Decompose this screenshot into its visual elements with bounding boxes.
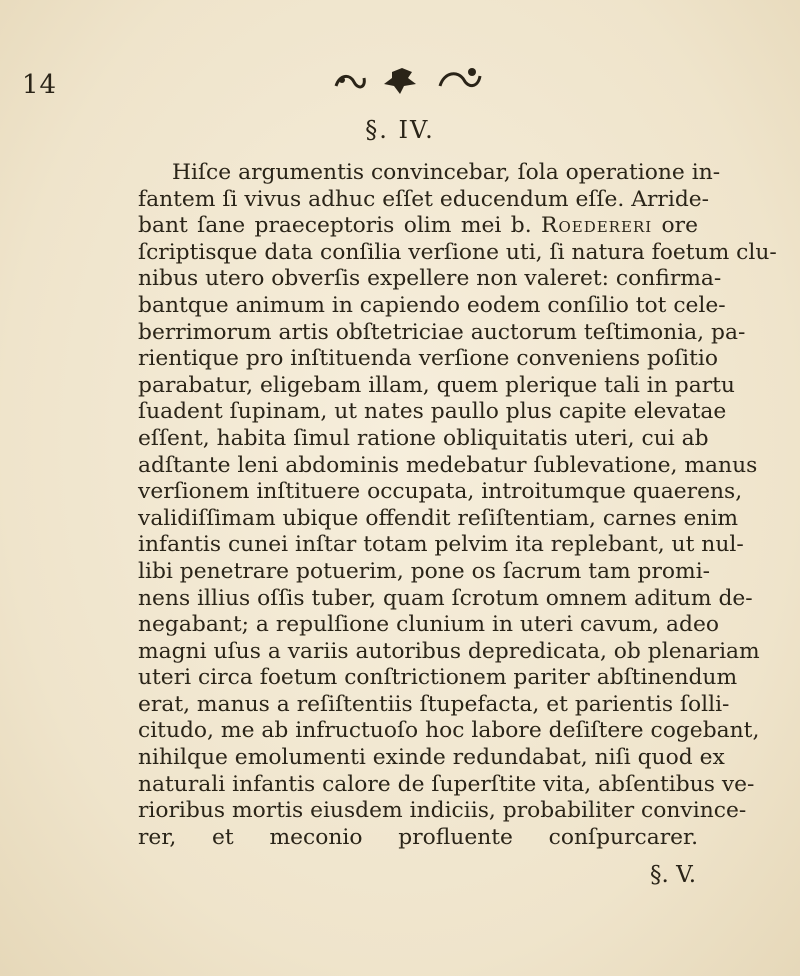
text-line: naturali infantis calore de ſuperſtite vita, abſentibus ve- [138, 771, 755, 797]
text-line: citudo, me ab infructuoſo hoc labore deſiſtere cogebant, [138, 718, 760, 744]
text-line: nihilque emolumenti exinde redundabat, niſi quod ex [138, 745, 725, 771]
text-line [138, 213, 698, 240]
text-line: erat, manus a reſiſtentiis ſtupefacta, et parientis ſolli- [138, 691, 730, 717]
section-heading: §. IV. [365, 116, 435, 144]
text-line: adſtante leni abdominis medebatur ſublevatione, manus [138, 452, 758, 478]
text-line: bantque animum in capiendo eodem conſilio tot cele- [138, 292, 726, 318]
text-line: magni uſus a variis autoribus depredicata, ob plenariam [138, 638, 760, 664]
text-line: nibus utero obverſis expellere non valeret: confirma- [138, 266, 722, 292]
text-line: rientique pro inſtituenda verſione conveniens poſitio [138, 346, 718, 372]
text-line: nens illius oſſis tuber, quam ſcrotum omnem aditum de- [138, 585, 753, 611]
printers-ornament-icon [330, 64, 490, 100]
text-line: fantem ſi vivus adhuc eſſet educendum eſſe. Arride- [138, 186, 710, 212]
text-line: Hiſce argumentis convincebar, ſola operatione in- [172, 160, 721, 185]
text-fragment: bant ſane praeceptoris olim mei b. [138, 213, 542, 239]
body-paragraph [138, 160, 777, 851]
text-line: verſionem inſtituere occupata, introitumque quaerens, [138, 479, 743, 505]
text-line: infantis cunei inſtar totam pelvim ita replebant, ut nul- [138, 532, 744, 558]
author-name: Roedereri [541, 213, 653, 239]
text-line: libi penetrare potuerim, pone os ſacrum tam promi- [138, 558, 711, 584]
text-line: rer, et meconio profluente conſpurcarer. [138, 824, 698, 850]
text-line: parabatur, eligebam illam, quem plerique tali in partu [138, 372, 735, 398]
text-fragment: ore [652, 213, 698, 239]
text-line: negabant; a repulſione clunium in uteri cavum, adeo [138, 612, 720, 638]
page-number: 14 [22, 70, 58, 100]
text-line: uteri circa foetum conſtrictionem pariter abſtinendum [138, 665, 738, 691]
text-line: validiſſimam ubique offendit reſiſtentiam, carnes enim [138, 505, 739, 531]
text-line: rioribus mortis eiusdem indiciis, probabiliter convince- [138, 798, 747, 824]
text-line: berrimorum artis obſtetriciae auctorum teſtimonia, pa- [138, 319, 746, 345]
text-line: ſcriptisque data conſilia verſione uti, ſi natura foetum clu- [138, 239, 777, 265]
text-line: eſſent, habita ſimul ratione obliquitatis uteri, cui ab [138, 425, 709, 451]
catchword: §. V. [650, 862, 697, 888]
text-line: ſuadent ſupinam, ut nates paullo plus capite elevatae [138, 399, 727, 425]
